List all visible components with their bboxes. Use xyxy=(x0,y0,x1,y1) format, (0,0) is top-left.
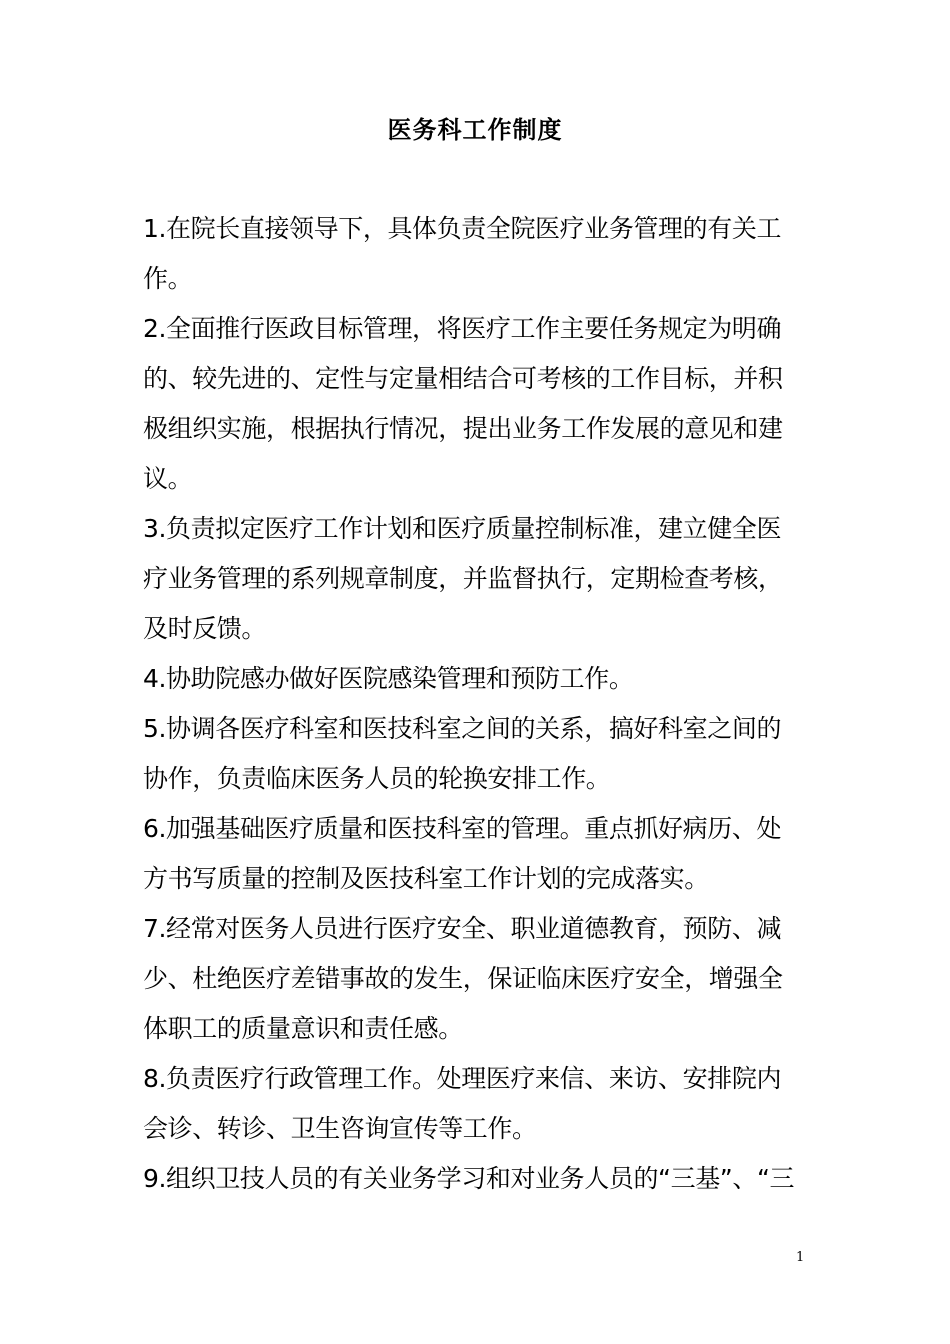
body-line: 7.经常对医务人员进行医疗安全、职业道德教育，预防、减 xyxy=(143,914,782,943)
body-line: 疗业务管理的系列规章制度，并监督执行，定期检查考核， xyxy=(143,564,783,593)
body-line: 协作，负责临床医务人员的轮换安排工作。 xyxy=(143,764,611,793)
body-line: 6.加强基础医疗质量和医技科室的管理。重点抓好病历、处 xyxy=(143,814,782,843)
body-line: 方书写质量的控制及医技科室工作计划的完成落实。 xyxy=(143,864,709,893)
body-line: 8.负责医疗行政管理工作。处理医疗来信、来访、安排院内 xyxy=(143,1064,782,1093)
body-line: 2.全面推行医政目标管理，将医疗工作主要任务规定为明确 xyxy=(143,314,782,343)
body-line: 3.负责拟定医疗工作计划和医疗质量控制标准，建立健全医 xyxy=(143,514,782,543)
body-line: 体职工的质量意识和责任感。 xyxy=(143,1014,463,1043)
body-line: 5.协调各医疗科室和医技科室之间的关系，搞好科室之间的 xyxy=(143,714,782,743)
body-line: 4.协助院感办做好医院感染管理和预防工作。 xyxy=(143,664,634,693)
body-line: 1.在院长直接领导下，具体负责全院医疗业务管理的有关工 xyxy=(143,214,782,243)
body-line: 会诊、转诊、卫生咨询宣传等工作。 xyxy=(143,1114,537,1143)
body-line: 作。 xyxy=(143,264,193,293)
body-line: 的、较先进的、定性与定量相结合可考核的工作目标，并积 xyxy=(143,364,783,393)
page-number: 1 xyxy=(796,1250,805,1265)
document-title: 医务科工作制度 xyxy=(387,116,563,144)
document-body xyxy=(143,204,815,1204)
body-line: 及时反馈。 xyxy=(143,614,267,643)
body-line: 极组织实施，根据执行情况，提出业务工作发展的意见和建 xyxy=(143,414,783,443)
body-line: 少、杜绝医疗差错事故的发生，保证临床医疗安全，增强全 xyxy=(143,964,783,993)
body-line: 议。 xyxy=(143,464,193,493)
body-line: 9.组织卫技人员的有关业务学习和对业务人员的“三基”、“三 xyxy=(143,1164,795,1193)
